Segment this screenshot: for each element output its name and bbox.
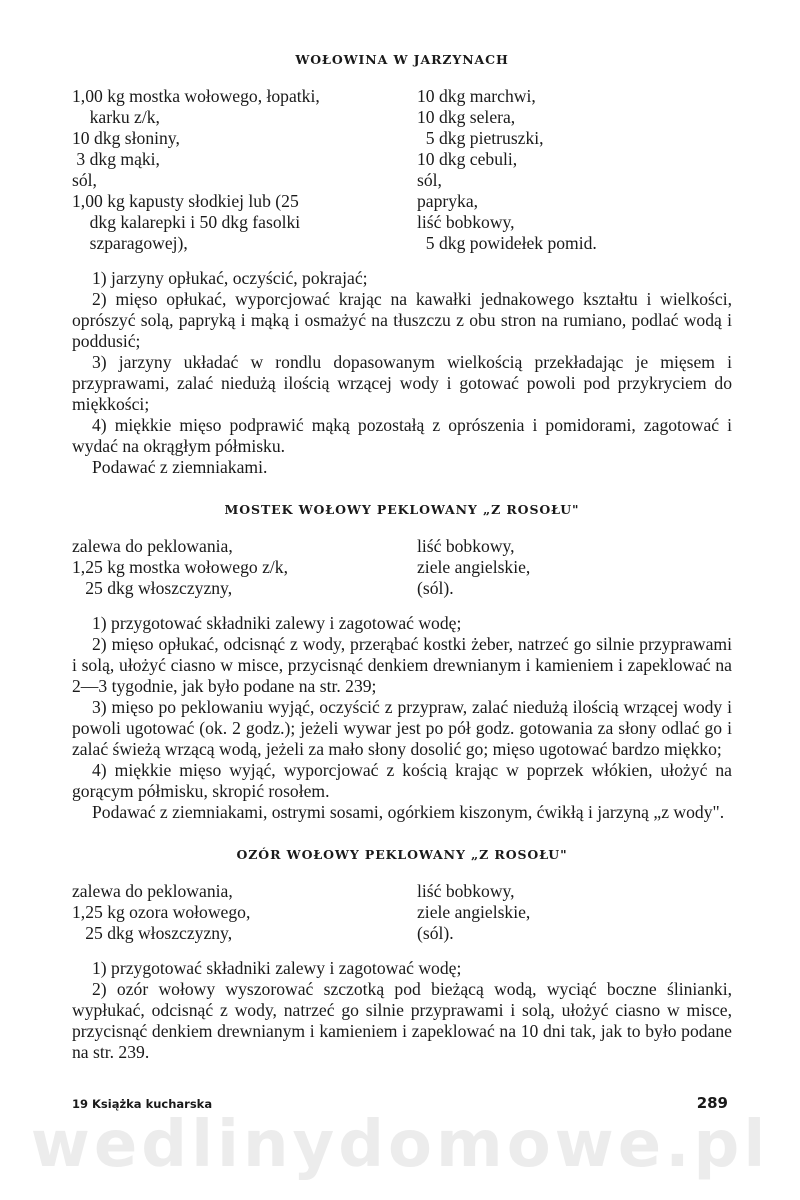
- recipe-section: [72, 502, 732, 823]
- ingredient-item: 25 dkg włoszczyzny,: [72, 578, 233, 598]
- step-item: 1) jarzyny opłukać, oczyścić, pokrajać;: [92, 268, 368, 288]
- ingredients-column-left: [72, 881, 417, 944]
- ingredient-item: 3 dkg mąki,: [72, 149, 160, 169]
- ingredients-list: [72, 86, 732, 254]
- ingredient-item: karku z/k,: [72, 107, 160, 127]
- ingredient-item: (sól).: [417, 923, 454, 943]
- ingredient-item: 1,00 kg mostka wołowego, łopatki,: [72, 86, 320, 106]
- recipe-title: MOSTEK WOŁOWY PEKLOWANY „Z ROSOŁU": [224, 502, 580, 517]
- ingredient-item: (sól).: [417, 578, 454, 598]
- steps-list: [72, 613, 732, 802]
- step-item: 2) mięso opłukać, odcisnąć z wody, przerąbać kostki żeber, natrzeć go silnie przyprawami i solą, ułożyć ciasno w misce, przycisnąć denkiem drewnianym i kamieniem i zapeklować na 2—3 tygodnie, jak było podane na str. 239;: [72, 634, 732, 696]
- ingredient-item: sól,: [72, 170, 97, 190]
- ingredients-column-left: [72, 536, 417, 599]
- ingredient-item: liść bobkowy,: [417, 536, 515, 556]
- ingredients-column-right: [417, 881, 732, 944]
- recipe-section: [72, 847, 732, 1063]
- ingredient-item: 10 dkg cebuli,: [417, 149, 518, 169]
- serving-note: Podawać z ziemniakami, ostrymi sosami, ogórkiem kiszonym, ćwikłą i jarzyną „z wody".: [92, 802, 725, 822]
- step-item: 1) przygotować składniki zalewy i zagotować wodę;: [92, 613, 462, 633]
- watermark: wedlinydomowe.pl: [30, 1108, 770, 1182]
- footer-signature: 19 Książka kucharska: [72, 1097, 213, 1111]
- ingredient-item: 1,25 kg ozora wołowego,: [72, 902, 251, 922]
- page-content: [72, 52, 732, 1087]
- ingredient-item: sól,: [417, 170, 442, 190]
- ingredient-item: 10 dkg słoniny,: [72, 128, 180, 148]
- ingredients-list: [72, 536, 732, 599]
- steps-list: [72, 268, 732, 457]
- ingredient-item: 1,25 kg mostka wołowego z/k,: [72, 557, 288, 577]
- step-item: 4) miękkie mięso podprawić mąką pozostałą z oprószenia i pomidorami, zagotować i wydać na okrągłym półmisku.: [72, 415, 732, 456]
- serving-note: Podawać z ziemniakami.: [92, 457, 268, 477]
- recipe-title: OZÓR WOŁOWY PEKLOWANY „Z ROSOŁU": [236, 847, 568, 862]
- step-item: 3) mięso po peklowaniu wyjąć, oczyścić z przypraw, zalać niedużą ilością wrzącej wody i powoli ugotować (ok. 2 godz.); jeżeli wywar jest po pół godz. gotowania za słony odlać go i zalać świeżą wrzącą wodą, jeżeli za mało słony dosolić go; mięso ugotować bardzo miękko;: [72, 697, 732, 759]
- ingredient-item: 10 dkg marchwi,: [417, 86, 536, 106]
- ingredient-item: 5 dkg powidełek pomid.: [417, 233, 597, 253]
- page-number: 289: [696, 1094, 728, 1112]
- recipe-section: [72, 52, 732, 478]
- step-item: 2) ozór wołowy wyszorować szczotką pod bieżącą wodą, wyciąć boczne ślinianki, wypłukać, odcisnąć z wody, natrzeć go silnie przyprawami i solą, ułożyć ciasno w misce, przycisnąć denkiem drewnianym i kamieniem i zapeklować na 10 dni tak, jak to było podane na str. 239.: [72, 979, 732, 1062]
- steps-list: [72, 958, 732, 1063]
- ingredient-item: dkg kalarepki i 50 dkg fasolki: [72, 212, 301, 232]
- ingredients-column-left: [72, 86, 417, 254]
- ingredient-item: ziele angielskie,: [417, 902, 531, 922]
- page-footer: [72, 1094, 728, 1112]
- ingredient-item: 5 dkg pietruszki,: [417, 128, 544, 148]
- ingredient-item: liść bobkowy,: [417, 212, 515, 232]
- recipe-title: WOŁOWINA W JARZYNACH: [295, 52, 509, 67]
- ingredient-item: papryka,: [417, 191, 479, 211]
- ingredient-item: 1,00 kg kapusty słodkiej lub (25: [72, 191, 299, 211]
- ingredient-item: 10 dkg selera,: [417, 107, 516, 127]
- step-item: 3) jarzyny układać w rondlu dopasowanym wielkością przekładając je mięsem i przyprawami, zalać niedużą ilością wrzącej wody i gotować powoli pod przykryciem do miękkości;: [72, 352, 732, 414]
- ingredient-item: 25 dkg włoszczyzny,: [72, 923, 233, 943]
- ingredient-item: szparagowej),: [72, 233, 188, 253]
- step-item: 1) przygotować składniki zalewy i zagotować wodę;: [92, 958, 462, 978]
- ingredients-column-right: [417, 536, 732, 599]
- ingredients-list: [72, 881, 732, 944]
- ingredient-item: ziele angielskie,: [417, 557, 531, 577]
- ingredient-item: liść bobkowy,: [417, 881, 515, 901]
- ingredient-item: zalewa do peklowania,: [72, 536, 233, 556]
- ingredients-column-right: [417, 86, 732, 254]
- ingredient-item: zalewa do peklowania,: [72, 881, 233, 901]
- step-item: 2) mięso opłukać, wyporcjować krając na kawałki jednakowego kształtu i wielkości, oprószyć solą, papryką i mąką i osmażyć na tłuszczu z obu stron na rumiano, podlać wodą i poddusić;: [72, 289, 732, 351]
- step-item: 4) miękkie mięso wyjąć, wyporcjować z kością krając w poprzek włókien, ułożyć na gorącym półmisku, skropić rosołem.: [72, 760, 732, 801]
